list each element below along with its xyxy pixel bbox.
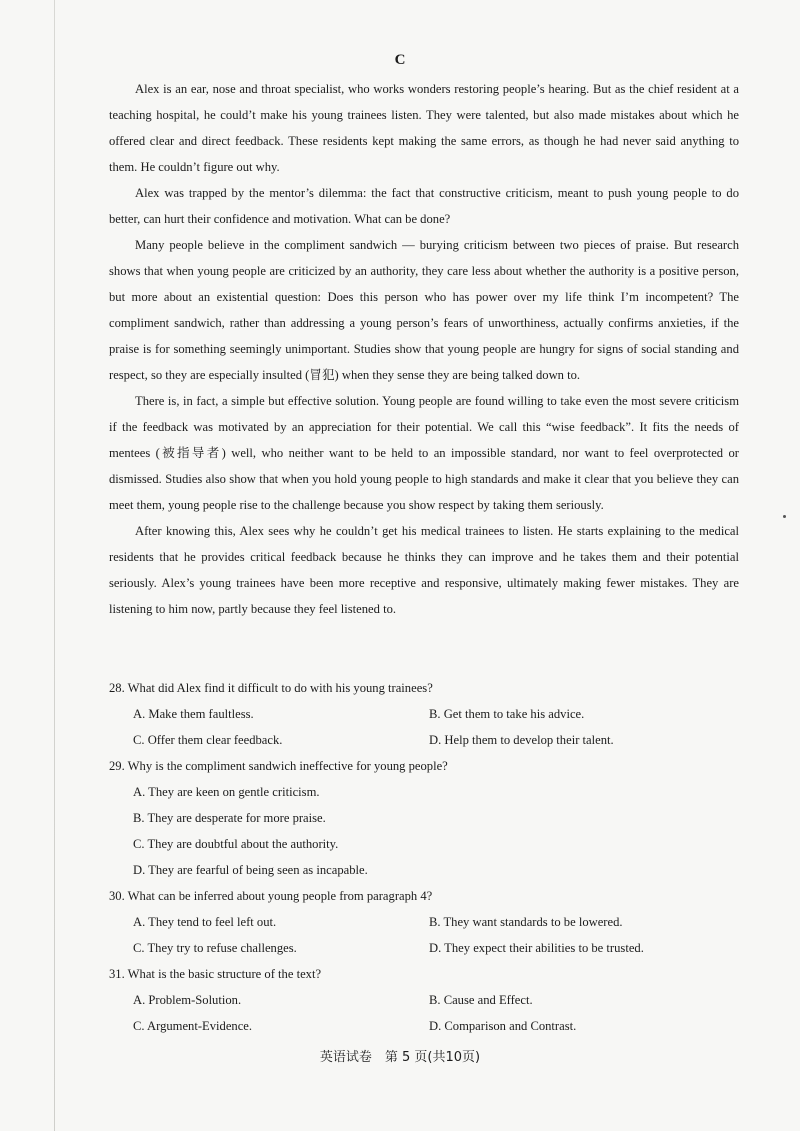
paragraph-3: Many people believe in the compliment sandwich — burying criticism between two pieces of praise. But research shows that when young people are criticized by an authority, they care less about whether the authority is a positive person, but more about an existential question: Does this person who has power over my life think I’m incompetent? The compliment sandwich, rather than addressing a young person’s fears of unworthiness, actually confirms anxieties, if the praise is for something seemingly unimportant. Studies show that young people are hungry for signs of social standing and respect, so they are especially insulted (冒犯) when they sense they are being talked down to. [109,238,739,382]
paragraph-1: Alex is an ear, nose and throat specialist, who works wonders restoring people’s hearing. But as the chief resident at a teaching hospital, he could’t make his young trainees listen. They were talented, but also made mistakes about which he offered clear and direct feedback. These residents kept making the same errors, as though he had never said anything to them. He couldn’t figure out why. [109,82,739,174]
paragraph-2: Alex was trapped by the mentor’s dilemma: the fact that constructive criticism, meant to push young people to do better, can hurt their confidence and motivation. What can be done? [109,186,739,226]
option-b: B. Get them to take his advice. [429,707,585,721]
option-a: A. They tend to feel left out. [133,915,277,929]
scan-speck [783,515,786,518]
option-b: B. They are desperate for more praise. [133,811,326,825]
paragraph-4: There is, in fact, a simple but effective solution. Young people are found willing to take even the most severe criticism if the feedback was motivated by an appreciation for their potential. We call this “wise feedback”. It fits the needs of mentees (被指导者) well, who neither want to be held to an impossible standard, nor want to feel overprotected or dismissed. Studies also show that when you hold young people to high standards and make it clear that you believe they can meet them, young people rise to the challenge because you show respect by taking them seriously. [109,394,739,512]
option-a: A. Make them faultless. [133,707,254,721]
option-b: B. They want standards to be lowered. [429,915,623,929]
section-label: C [394,52,406,68]
question-31 [109,961,739,1039]
option-c: C. They try to refuse challenges. [133,941,297,955]
question-stem: 29. Why is the compliment sandwich ineffective for young people? [109,759,448,773]
option-a: A. They are keen on gentle criticism. [133,785,320,799]
question-29 [109,753,739,883]
question-stem: 31. What is the basic structure of the text? [109,967,322,981]
option-d: D. Help them to develop their talent. [429,733,614,747]
option-d: D. Comparison and Contrast. [429,1019,577,1033]
question-28 [109,675,739,753]
reading-passage [109,76,739,622]
question-stem: 30. What can be inferred about young people from paragraph 4? [109,889,433,903]
option-d: D. They expect their abilities to be trusted. [429,941,644,955]
question-stem: 28. What did Alex find it difficult to do with his young trainees? [109,681,433,695]
question-30 [109,883,739,961]
option-b: B. Cause and Effect. [429,993,533,1007]
paragraph-5: After knowing this, Alex sees why he couldn’t get his medical trainees to listen. He starts explaining to the medical residents that he provides critical feedback because he thinks they can improve and he takes them and their potential seriously. Alex’s young trainees have been more receptive and responsive, ultimately making fewer mistakes. They are listening to him now, partly because they feel listened to. [109,524,739,616]
option-a: A. Problem-Solution. [133,993,242,1007]
option-c: C. Argument-Evidence. [133,1019,253,1033]
question-list [109,675,739,1039]
option-d: D. They are fearful of being seen as incapable. [133,863,368,877]
scan-edge-line [54,0,55,1131]
option-c: C. Offer them clear feedback. [133,733,283,747]
page-footer: 英语试卷 第 5 页(共10页) [319,1050,481,1065]
option-c: C. They are doubtful about the authority. [133,837,339,851]
